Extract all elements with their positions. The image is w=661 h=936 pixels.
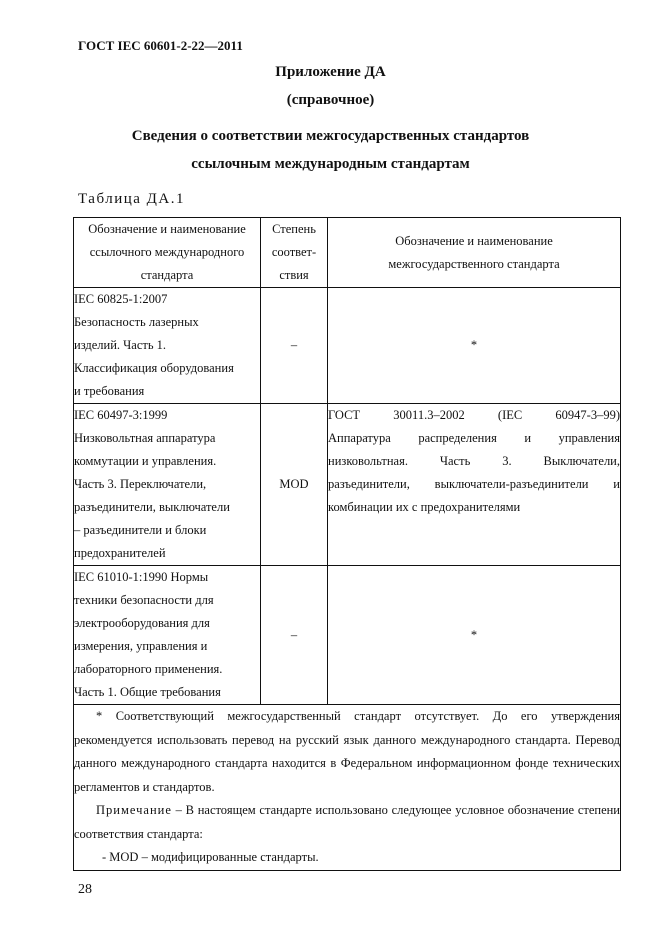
page-number: 28 xyxy=(78,882,92,897)
table-note-row xyxy=(74,705,621,871)
appendix-type: (справочное) xyxy=(286,92,375,108)
table-header-row xyxy=(74,218,621,288)
note-list-item: - MOD – модифицированные стандарты. xyxy=(102,850,319,864)
standard-code: ГОСТ IEC 60601-2-22—2011 xyxy=(78,38,243,53)
row-3-international-standard: IEC 61010-1:1990 Нормы техники безопасности для электрооборудования для измерения, управления и лабораторного применения. Часть 1. Общие требования xyxy=(74,566,261,705)
row-1-conformity: – xyxy=(261,288,328,404)
note-label: Примечание xyxy=(96,803,172,817)
row-3-interstate-standard: * xyxy=(328,566,621,705)
note-text: – В настоящем стандарте использовано следующее условное обозначение степени соответствия стандарта: xyxy=(74,803,620,841)
header-interstate-standard: Обозначение и наименование межгосударственного стандарта xyxy=(328,218,621,288)
header-international-standard: Обозначение и наименование ссылочного международного стандарта xyxy=(74,218,261,288)
document-title-line-1: Сведения о соответствии межгосударственных стандартов xyxy=(131,128,530,144)
row-1-interstate-standard: * xyxy=(328,288,621,404)
footnote-text: * Соответствующий межгосударственный стандарт отсутствует. До его утверждения рекомендуется использовать перевод на русский язык данного международного стандарта. Перевод данного международного стандарта находится в Федеральном информационном фонде технических регламентов и стандартов. xyxy=(74,709,620,794)
row-2-interstate-standard: ГОСТ 30011.3–2002 (IEC 60947-3–99) Аппаратура распределения и управления низковольтная. Часть 3. Выключатели, разъединители, выключатели-разъединители и комбинации их с предохранителями xyxy=(328,404,621,566)
correspondence-table xyxy=(73,217,621,871)
table-row xyxy=(74,288,621,404)
row-2-conformity: MOD xyxy=(261,404,328,566)
document-title-line-2: ссылочным международным стандартам xyxy=(191,156,470,172)
table-label: Таблица ДА.1 xyxy=(78,191,185,207)
table-row xyxy=(74,404,621,566)
note-paragraph xyxy=(74,799,620,846)
row-3-conformity: – xyxy=(261,566,328,705)
appendix-title: Приложение ДА xyxy=(275,64,386,80)
table-footnote-cell xyxy=(74,705,621,871)
header-conformity-degree: Степень соответ- ствия xyxy=(261,218,328,288)
row-1-international-standard: IEC 60825-1:2007 Безопасность лазерных изделий. Часть 1. Классификация оборудования и требования xyxy=(74,288,261,404)
table-row xyxy=(74,566,621,705)
row-2-international-standard: IEC 60497-3:1999 Низковольтная аппаратура коммутации и управления. Часть 3. Переключатели, разъединители, выключатели – разъединители и блоки предохранителей xyxy=(74,404,261,566)
